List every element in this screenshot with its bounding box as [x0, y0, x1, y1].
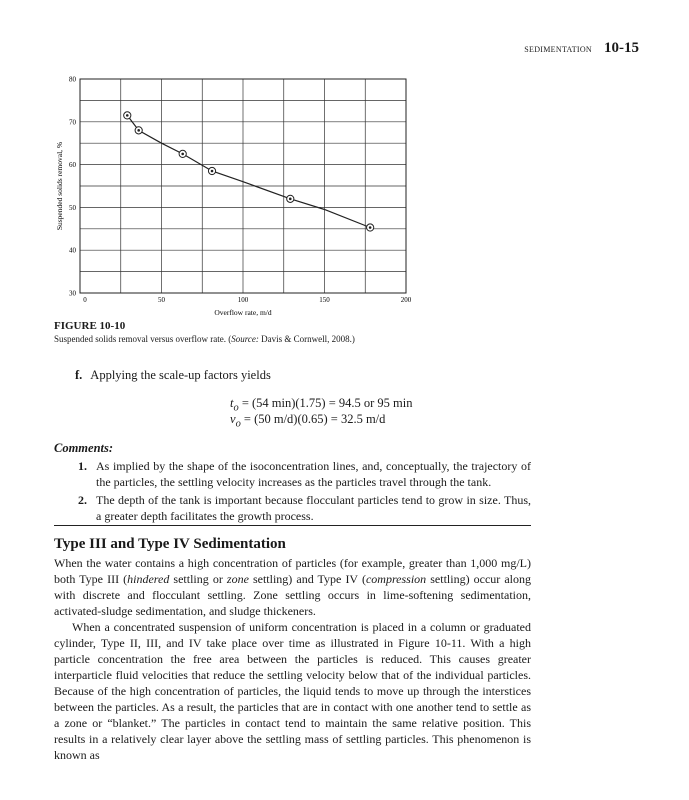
comment-number: 2.	[78, 493, 87, 507]
y-tick-label: 70	[69, 118, 76, 127]
data-point	[367, 224, 374, 231]
y-tick-labels	[69, 76, 77, 298]
y-tick-label: 50	[69, 203, 76, 212]
y-tick-label: 60	[69, 161, 76, 170]
y-tick-label: 80	[69, 75, 76, 84]
eq-sub: o	[233, 402, 239, 414]
section-heading: Type III and Type IV Sedimentation	[54, 536, 286, 552]
y-tick-label: 30	[69, 289, 76, 298]
section-title: SEDIMENTATION	[524, 45, 592, 54]
eq-rhs: = (54 min)(1.75) = 94.5 or 95 min	[238, 396, 413, 410]
data-point	[124, 112, 131, 119]
figure-label: FIGURE 10-10	[54, 320, 126, 332]
figure-caption	[54, 334, 355, 344]
x-tick-label: 50	[158, 296, 165, 304]
trend-curve	[127, 115, 370, 227]
step-text: Applying the scale-up factors yields	[90, 368, 271, 382]
comment-item	[78, 458, 531, 490]
step-f	[75, 368, 271, 383]
chart-grid	[80, 79, 406, 293]
data-point	[179, 150, 186, 157]
y-tick-label: 40	[69, 246, 76, 255]
section-divider	[54, 525, 531, 526]
caption-text: Suspended solids removal versus overflow rate. (	[54, 334, 232, 344]
y-axis-label: Suspended solids removal, %	[55, 141, 64, 231]
eq-var: t	[230, 396, 234, 410]
x-tick-label: 200	[400, 296, 412, 304]
comment-item	[78, 492, 531, 524]
comment-number: 1.	[78, 459, 87, 473]
x-tick-label: 100	[237, 296, 249, 304]
comment-text: As implied by the shape of the isoconcentration lines, and, conceptually, the trajectory of the particles, the settling velocity increases as the particles travel through the tank.	[96, 459, 531, 489]
comment-text: The depth of the tank is important because flocculant particles tend to grow in size. Thus, a greater depth facilitates the growth process.	[96, 493, 531, 523]
data-point	[135, 127, 142, 134]
caption-source-label: Source:	[231, 334, 259, 344]
x-tick-labels	[83, 296, 412, 304]
page-number: 10-15	[604, 40, 639, 56]
paragraph-2: When a concentrated suspension of uniform concentration is placed in a column or graduated cylinder, Type II, III, and IV take place over time as illustrated in Figure 10-11. With a high particle concentration the free area between the particles is reduced. This causes greater interparticle fluid velocities that reduce the settling velocity below that of the individual particles. Because of the high concentration of particles, the liquid tends to move up through the interstices between the particles. As a result, the particles that are in contact with one another tend to settle as a zone or “blanket.” The particles in contact tend to maintain the same relative position. This results in a relatively clear layer above the settling mass of settling particles. This phenomenon is known as	[54, 620, 531, 762]
eq-var: v	[230, 412, 236, 426]
paragraph-1: When the water contains a high concentration of particles (for example, greater than 1,000 mg/L) both Type III (hindered settling or zone settling) and Type IV (compression settling) occur along with discrete and flocculant settling. Zone settling occurs in lime-softening sedimentation, activated-sludge sedimentation, and sludge thickeners.	[54, 556, 532, 618]
data-point	[287, 195, 294, 202]
figure-chart	[0, 0, 689, 330]
data-point	[208, 167, 215, 174]
x-axis-label: Overflow rate, m/d	[214, 308, 272, 317]
body-text	[54, 555, 531, 763]
step-letter: f.	[75, 368, 83, 382]
comments-title: Comments:	[54, 441, 114, 455]
x-tick-label: 150	[319, 296, 330, 304]
x-tick-label: 0	[83, 296, 87, 304]
equation-to	[230, 396, 413, 414]
equation-vo	[230, 412, 385, 430]
eq-rhs: = (50 m/d)(0.65) = 32.5 m/d	[240, 412, 386, 426]
caption-source: Davis & Cornwell, 2008.)	[258, 334, 355, 344]
eq-sub: o	[235, 418, 241, 430]
